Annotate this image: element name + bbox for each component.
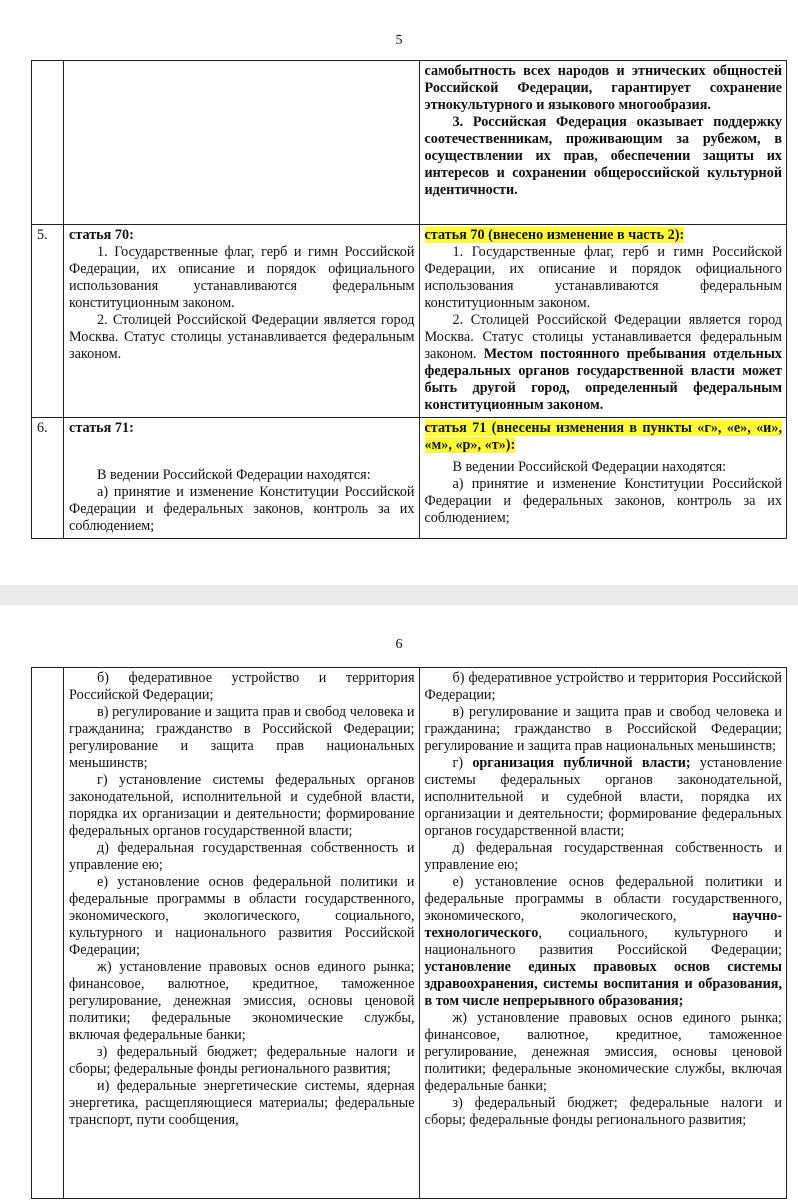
list-item: и) федеральные энергетические системы, ядерная энергетика, расщепляющиеся материалы; федеральные транспорт, пути сообщения, — [69, 1078, 415, 1128]
list-item: в) регулирование и защита прав и свобод человека и гражданина; гражданство в Российской Федерации; регулирование и защита прав национальных меньшинств; — [424, 704, 782, 754]
page-6 — [0, 605, 798, 1200]
amended-text: установление единых правовых основ системы здравоохранения, системы воспитания и образования, в том числе непрерывного образования; — [424, 959, 782, 1009]
row-number-cell — [32, 668, 64, 1199]
table-row — [32, 668, 787, 1199]
old-text-cell — [64, 668, 419, 1199]
article-heading: статья 70: — [69, 227, 134, 243]
list-item: з) федеральный бюджет; федеральные налоги и сборы; федеральные фонды регионального развития; — [69, 1044, 415, 1077]
page-separator — [0, 585, 798, 605]
page-5 — [0, 0, 798, 585]
list-item: д) федеральная государственная собственность и управление ею; — [424, 840, 782, 873]
list-item: в) регулирование и защита прав и свобод человека и гражданина; гражданство в Российской Федерации; регулирование и защита прав национальных меньшинств; — [69, 704, 415, 771]
table-row — [32, 61, 787, 225]
paragraph: 3. Российская Федерация оказывает поддержку соотечественникам, проживающим за рубежом, в осуществлении их прав, обеспечении защиты их интересов и сохранении общероссийской культурной идентичности. — [424, 114, 782, 198]
article-heading: статья 71 (внесены изменения в пункты «г», «е», «и», «м», «р», «т»): — [424, 420, 782, 453]
paragraph: а) принятие и изменение Конституции Российской Федерации и федеральных законов, контроль за их соблюдением; — [69, 484, 415, 534]
page-number: 6 — [395, 637, 403, 652]
list-item: е) установление основ федеральной политики и федеральные программы в области государственного, экономического, экологического, социального, культурного и национального развития Российской Федерации; — [69, 874, 415, 958]
page-number: 5 — [395, 33, 403, 48]
amended-text: научно-технологического — [424, 908, 782, 941]
list-item: е) установление основ федеральной политики и федеральные программы в области государственного, экономического, экологического, научно-технологического, социального, культурного и национального развития Российской Федерации; установление единых правовых основ системы здравоохранения, системы воспитания и образования, в том числе непрерывного образования; — [424, 874, 782, 1009]
amended-text: организация публичной власти; — [472, 755, 691, 771]
row-number-cell: 6. — [32, 418, 64, 539]
list-item: г) организация публичной власти; установление системы федеральных органов законодательной, исполнительной и судебной власти, порядка их организации и деятельности; формирование федеральных органов государственной власти; — [424, 755, 783, 839]
paragraph: самобытность всех народов и этнических общностей Российской Федерации, гарантирует сохранение этнокультурного и языкового многообразия. — [424, 63, 782, 113]
table-row — [32, 225, 787, 418]
paragraph: а) принятие и изменение Конституции Российской Федерации и федеральных законов, контроль за их соблюдением; — [424, 476, 782, 526]
comparison-table — [31, 667, 787, 1199]
list-item: з) федеральный бюджет; федеральные налоги и сборы; федеральные фонды регионального развития; — [424, 1095, 782, 1128]
new-text-cell — [419, 225, 787, 418]
new-text-cell — [419, 668, 787, 1199]
old-text-cell — [64, 225, 419, 418]
new-text-cell — [419, 418, 787, 539]
table-row — [32, 418, 787, 539]
comparison-table — [31, 60, 787, 539]
list-item: ж) установление правовых основ единого рынка; финансовое, валютное, кредитное, таможенное регулирование, денежная эмиссия, основы ценовой политики; федеральные экономические службы, включая федеральные банки; — [69, 959, 415, 1043]
new-text-cell — [419, 61, 787, 225]
paragraph: 2. Столицей Российской Федерации является город Москва. Статус столицы устанавливается федеральным законом. Местом постоянного пребывания отдельных федеральных органов государственной власти может быть другой город, определенный федеральным конституционным законом. — [424, 312, 783, 413]
old-text-cell — [64, 418, 419, 539]
list-item: г) установление системы федеральных органов законодательной, исполнительной и судебной власти, порядка их организации и деятельности; формирование федеральных органов государственной власти; — [69, 772, 415, 839]
paragraph: В ведении Российской Федерации находятся: — [452, 459, 727, 475]
list-item: б) федеративное устройство и территория Российской Федерации; — [69, 670, 415, 703]
old-text-cell — [64, 61, 419, 225]
paragraph: В ведении Российской Федерации находятся: — [97, 467, 371, 483]
list-item: б) федеративное устройство и территория Российской Федерации; — [424, 670, 782, 703]
article-heading: статья 70 (внесено изменение в часть 2): — [424, 227, 685, 243]
row-number-cell — [32, 61, 64, 225]
list-item: д) федеральная государственная собственность и управление ею; — [69, 840, 415, 873]
list-item: ж) установление правовых основ единого рынка; финансовое, валютное, кредитное, таможенное регулирование, денежная эмиссия, основы ценовой политики; федеральные экономические службы, включая федеральные банки; — [424, 1010, 782, 1094]
row-number-cell: 5. — [32, 225, 64, 418]
paragraph: 2. Столицей Российской Федерации является город Москва. Статус столицы устанавливается федеральным законом. — [69, 312, 415, 362]
paragraph: 1. Государственные флаг, герб и гимн Российской Федерации, их описание и порядок официального использования устанавливаются федеральным конституционным законом. — [424, 244, 782, 311]
article-heading: статья 71: — [69, 420, 134, 436]
amended-text: Местом постоянного пребывания отдельных федеральных органов государственной власти может быть другой город, определенный федеральным конституционным законом. — [424, 346, 783, 413]
paragraph: 1. Государственные флаг, герб и гимн Российской Федерации, их описание и порядок официального использования устанавливаются федеральным конституционным законом. — [69, 244, 415, 311]
